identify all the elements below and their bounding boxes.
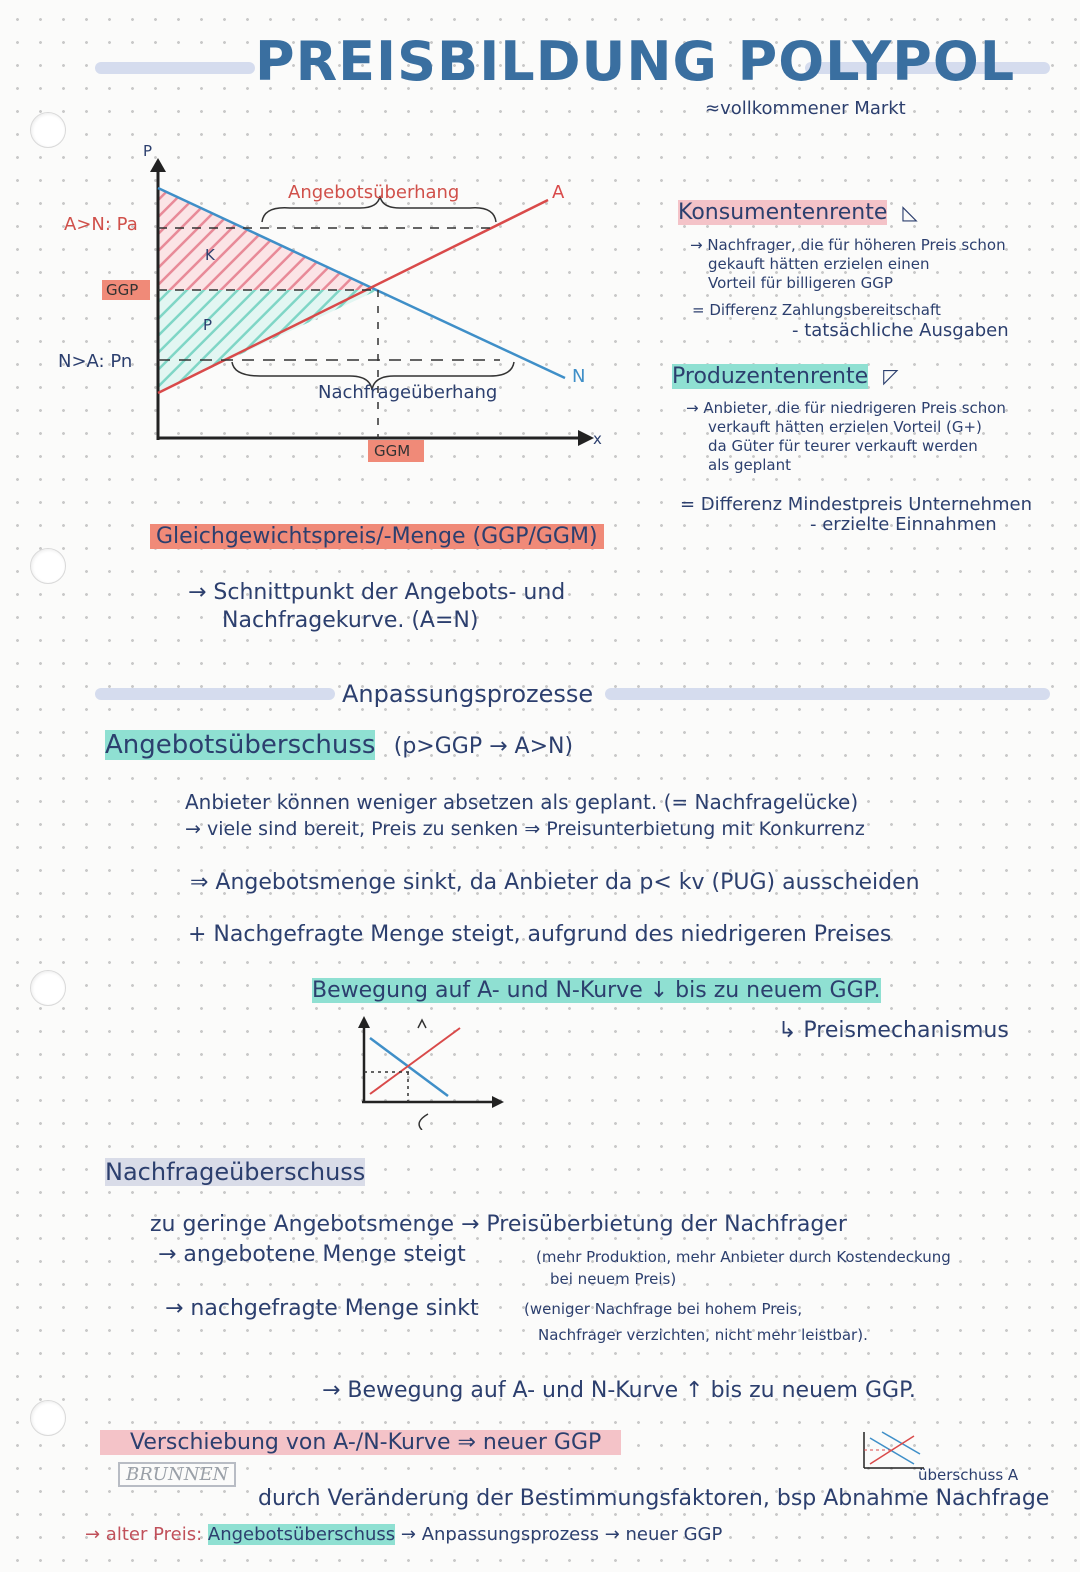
nachfrage-line2b: (mehr Produktion, mehr Anbieter durch Kostendeckung (536, 1248, 951, 1266)
axis-label-p: P (143, 142, 153, 160)
bewegung-2: → Bewegung auf A- und N-Kurve ↑ bis zu neuem GGP. (322, 1378, 916, 1403)
produzentenrente-line4: als geplant (708, 456, 791, 474)
angebot-line2: → viele sind bereit, Preis zu senken ⇒ Preisunterbietung mit Konkurrenz (185, 818, 865, 840)
nachfrage-line2c: bei neuem Preis) (550, 1270, 677, 1288)
produzentenrente-diff2: - erzielte Einnahmen (810, 514, 997, 535)
label-curve-a: A (552, 182, 565, 203)
label-ggm: GGM (374, 442, 411, 460)
label-k: K (205, 246, 215, 264)
preismechanismus: ↳ Preismechanismus (778, 1018, 1009, 1043)
konsumentenrente-diff1: = Differenz Zahlungsbereitschaft (692, 301, 941, 319)
nachfrage-line2: → angebotene Menge steigt (158, 1242, 466, 1267)
label-pa: A>N: Pa (64, 214, 138, 235)
nachfrage-line3c: Nachfrager verzichten, nicht mehr leistbar). (538, 1326, 868, 1344)
angebot-line1: Anbieter können weniger absetzen als geplant. (= Nachfragelücke) (185, 790, 859, 814)
label-pn: N>A: Pn (58, 351, 133, 372)
binder-hole (30, 548, 66, 584)
mini-graph-1 (340, 1010, 510, 1130)
konsumentenrente-line2: gekauft hätten erzielen einen (708, 255, 930, 273)
anpassung-heading: Anpassungsprozesse (342, 680, 594, 708)
binder-hole (30, 1400, 66, 1436)
label-p: P (203, 316, 213, 334)
produzentenrente-line2: verkauft hätten erzielen Vorteil (G+) (708, 418, 982, 436)
verschiebung-heading: Verschiebung von A-/N-Kurve ⇒ neuer GGP (100, 1430, 621, 1455)
produzentenrente-heading: Produzentenrente ◸ (672, 364, 899, 389)
y-axis-arrow (150, 158, 166, 172)
angebotsueberschuss-heading: Angebotsüberschuss (p>GGP → A>N) (105, 730, 574, 760)
konsumentenrente-line1: → Nachfrager, die für höheren Preis schon (690, 236, 1006, 254)
produzentenrente-line1: → Anbieter, die für niedrigeren Preis schon (686, 399, 1006, 417)
angebot-line4: + Nachgefragte Menge steigt, aufgrund des niedrigeren Preises (188, 922, 892, 947)
page-subtitle: ≈vollkommener Markt (705, 98, 906, 119)
bewegung-1: Bewegung auf A- und N-Kurve ↓ bis zu neuem GGP. (312, 978, 881, 1003)
page-title: PREISBILDUNG POLYPOL (255, 30, 1016, 93)
konsumentenrente-diff2: - tatsächliche Ausgaben (792, 320, 1009, 341)
section-band-right (605, 688, 1050, 700)
gleichgewicht-line2: Nachfragekurve. (A=N) (222, 608, 479, 633)
triangle-icon: ◺ (902, 200, 918, 224)
verschiebung-line1: durch Veränderung der Bestimmungsfaktoren, bsp Abnahme Nachfrage (258, 1486, 1050, 1511)
angebot-line3: ⇒ Angebotsmenge sinkt, da Anbieter da p< kv (PUG) ausscheiden (190, 870, 920, 895)
produzentenrente-line3: da Güter für teurer verkauft werden (708, 437, 978, 455)
nachfrage-line1: zu geringe Angebotsmenge → Preisüberbietung der Nachfrager (150, 1212, 847, 1237)
label-nachfrageueberhang: Nachfrageüberhang (318, 382, 498, 403)
produzentenrente-diff1: = Differenz Mindestpreis Unternehmen (680, 494, 1032, 515)
nachfrageueberschuss-heading: Nachfrageüberschuss (105, 1158, 366, 1186)
label-angebotsueberhang: Angebotsüberhang (288, 182, 460, 203)
ueberschuss-a-label: überschuss A (918, 1466, 1019, 1484)
axis-label-x: x (593, 430, 602, 448)
konsumentenrente-heading: Konsumentenrente ◺ (678, 200, 918, 225)
gleichgewicht-line1: → Schnittpunkt der Angebots- und (188, 580, 566, 605)
label-ggp: GGP (106, 281, 139, 299)
brunnen-logo: BRUNNEN (118, 1462, 236, 1487)
triangle-icon: ◸ (883, 364, 899, 388)
nachfrage-line3b: (weniger Nachfrage bei hohem Preis, (524, 1300, 803, 1318)
x-axis-arrow (578, 430, 594, 446)
verschiebung-line2: → alter Preis: Angebotsüberschuss → Anpassungsprozess → neuer GGP (85, 1524, 723, 1545)
nachfrage-line3: → nachgefragte Menge sinkt (165, 1296, 479, 1321)
section-band-left (95, 688, 335, 700)
konsumentenrente-line3: Vorteil für billigeren GGP (708, 274, 893, 292)
label-curve-n: N (572, 366, 586, 387)
binder-hole (30, 970, 66, 1006)
gleichgewicht-heading: Gleichgewichtspreis/-Menge (GGP/GGM) (150, 524, 604, 549)
